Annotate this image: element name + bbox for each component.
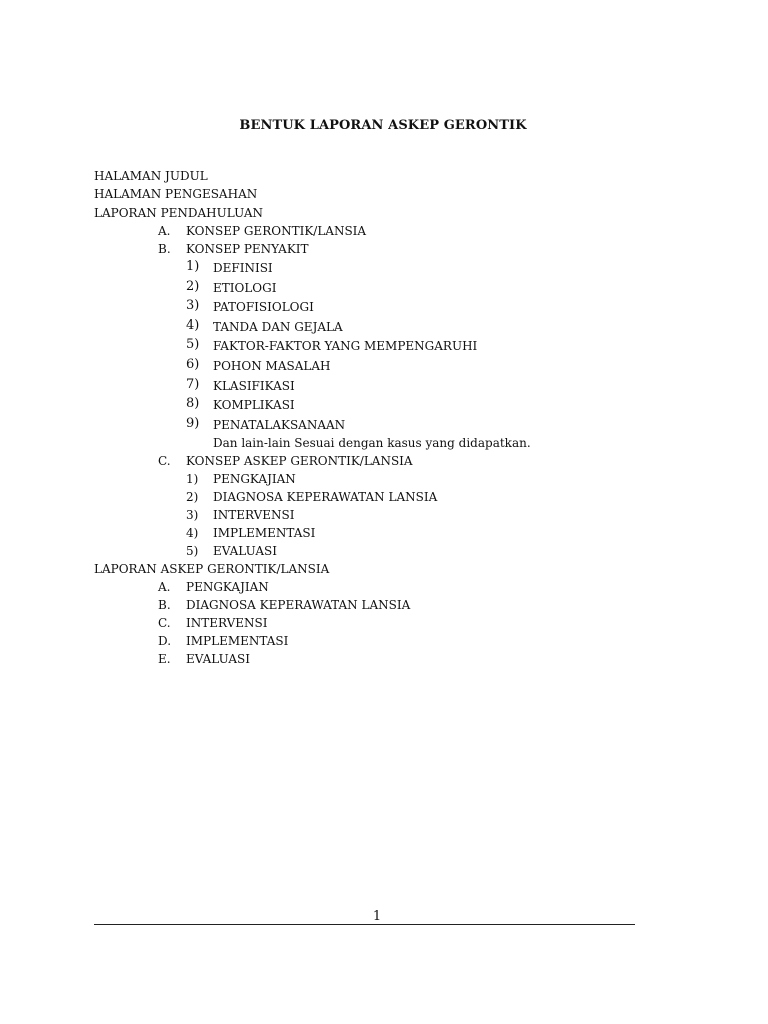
list-item: DIAGNOSA KEPERAWATAN LANSIA [186, 598, 411, 612]
sub-list-item: DEFINISI [213, 261, 273, 275]
list-item: EVALUASI [186, 652, 250, 666]
sub-list-marker: 3) [186, 508, 199, 522]
list-item-marker: A. [158, 580, 171, 594]
list-item-marker: C. [158, 454, 171, 468]
list-item-marker: D. [158, 634, 172, 648]
sub-list-marker: 5) [186, 337, 200, 352]
sub-list-marker: 8) [186, 396, 200, 411]
sub-list-marker: 9) [186, 416, 200, 431]
sub-list-marker: 6) [186, 357, 200, 372]
list-item-marker: B. [158, 242, 171, 256]
sub-list-item: EVALUASI [213, 544, 277, 558]
sub-list-item: TANDA DAN GEJALA [213, 320, 343, 334]
document-title: BENTUK LAPORAN ASKEP GERONTIK [239, 118, 527, 133]
sub-list-item: PENATALAKSANAAN [213, 418, 346, 432]
sub-list-item: PATOFISIOLOGI [213, 300, 314, 314]
sub-list-marker: 4) [186, 318, 200, 333]
sub-list-marker: 1) [186, 472, 199, 486]
sub-list-marker: 2) [186, 279, 200, 294]
sub-list-marker: 4) [186, 526, 199, 540]
list-item: INTERVENSI [186, 616, 268, 630]
sub-list-item: KOMPLIKASI [213, 398, 295, 412]
sub-list-item: ETIOLOGI [213, 281, 277, 295]
sub-list-item: POHON MASALAH [213, 359, 331, 373]
list-item-marker: C. [158, 616, 171, 630]
section-laporan-pendahuluan: LAPORAN PENDAHULUAN [94, 206, 263, 220]
sub-list-marker: 2) [186, 490, 199, 504]
section-halaman-pengesahan: HALAMAN PENGESAHAN [94, 187, 258, 201]
list-item-marker: B. [158, 598, 171, 612]
sub-list-item: DIAGNOSA KEPERAWATAN LANSIA [213, 490, 438, 504]
section-halaman-judul: HALAMAN JUDUL [94, 169, 208, 183]
list-item: KONSEP ASKEP GERONTIK/LANSIA [186, 454, 413, 468]
footer-divider [94, 924, 635, 925]
penyakit-note: Dan lain-lain Sesuai dengan kasus yang didapatkan. [213, 436, 531, 450]
section-laporan-askep: LAPORAN ASKEP GERONTIK/LANSIA [94, 562, 330, 576]
list-item: KONSEP PENYAKIT [186, 242, 309, 256]
list-item: PENGKAJIAN [186, 580, 269, 594]
sub-list-item: PENGKAJIAN [213, 472, 296, 486]
list-item-marker: E. [158, 652, 171, 666]
sub-list-item: FAKTOR-FAKTOR YANG MEMPENGARUHI [213, 339, 478, 353]
sub-list-marker: 1) [186, 259, 200, 274]
list-item: KONSEP GERONTIK/LANSIA [186, 224, 367, 238]
sub-list-marker: 7) [186, 377, 200, 392]
list-item-marker: A. [158, 224, 171, 238]
sub-list-marker: 3) [186, 298, 200, 313]
list-item: IMPLEMENTASI [186, 634, 289, 648]
sub-list-item: IMPLEMENTASI [213, 526, 316, 540]
sub-list-item: INTERVENSI [213, 508, 295, 522]
sub-list-marker: 5) [186, 544, 199, 558]
page-number: 1 [372, 909, 382, 924]
sub-list-item: KLASIFIKASI [213, 379, 295, 393]
